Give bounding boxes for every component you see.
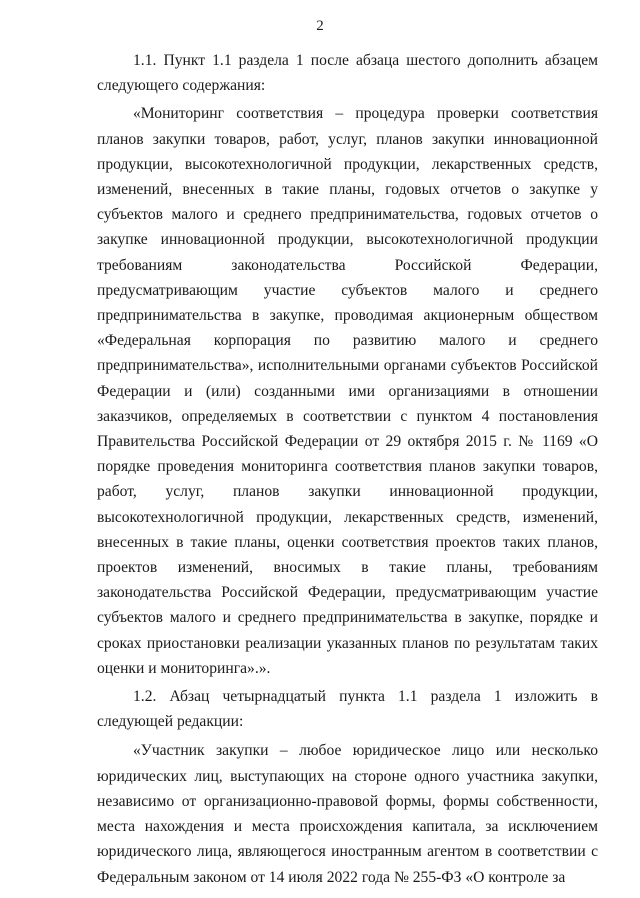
document-body [97, 48, 598, 894]
paragraph-monitoring-definition: «Мониторинг соответствия – процедура проверки соответствия планов закупки товаров, работ, услуг, планов закупки инновационной продукции, высокотехнологичной продукции, лекарственных средств, изменений, внесенных в такие планы, годовых отчетов о закупке у субъектов малого и среднего предпринимательства, годовых отчетов о закупке инновационной продукции, высокотехнологичной продукции требованиям законодательства Российской Федерации, предусматривающим участие субъектов малого и среднего предпринимательства в закупке, проводимая акционерным обществом «Федеральная корпорация по развитию малого и среднего предпринимательства», исполнительными органами субъектов Российской Федерации и (или) созданными ими организациями в отношении заказчиков, определяемых в соответствии с пунктом 4 постановления Правительства Российской Федерации от 29 октября 2015 г. № 1169 «О порядке проведения мониторинга соответствия планов закупки товаров, работ, услуг, планов закупки инновационной продукции, высокотехнологичной продукции, лекарственных средств, изменений, внесенных в такие планы, оценки соответствия проектов таких планов, проектов изменений, вносимых в такие планы, требованиям законодательства Российской Федерации, предусматривающим участие субъектов малого и среднего предпринимательства в закупке, порядке и сроках приостановки реализации указанных планов по результатам таких оценки и мониторинга».». [97, 105, 598, 677]
paragraph-1-2-intro: 1.2. Абзац четырнадцатый пункта 1.1 раздела 1 изложить в следующей редакции: [97, 688, 598, 731]
paragraph-participant-definition: «Участник закупки – любое юридическое лицо или несколько юридических лиц, выступающих на стороне одного участника закупки, независимо от организационно-правовой формы, формы собственности, места нахождения и места происхождения капитала, за исключением юридического лица, являющегося иностранным агентом в соответствии с Федеральным законом от 14 июля 2022 года № 255-ФЗ «О контроле за [97, 742, 598, 886]
paragraph-1-1-intro: 1.1. Пункт 1.1 раздела 1 после абзаца шестого дополнить абзацем следующего содержания: [97, 52, 598, 95]
page-number: 2 [316, 18, 324, 34]
